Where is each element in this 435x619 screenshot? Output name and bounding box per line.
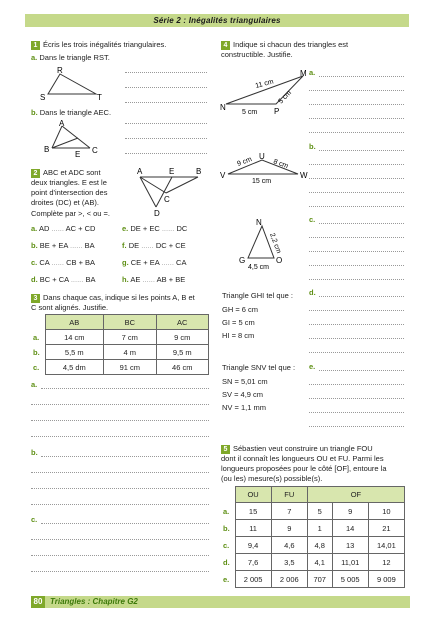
answer-lines-1b[interactable] bbox=[125, 119, 207, 154]
triangle-ngo-figure bbox=[236, 214, 296, 274]
label-v: V bbox=[220, 171, 226, 180]
answer-4a[interactable]: a. bbox=[309, 68, 404, 78]
table-row: d. 7,6 3,5 4,1 11,01 12 bbox=[221, 554, 405, 571]
exercise-1-number: 1 bbox=[31, 41, 40, 50]
exercise-2-number: 2 bbox=[31, 169, 40, 178]
label-n: N bbox=[220, 103, 226, 112]
label-vw: 15 cm bbox=[252, 178, 272, 185]
item-b: b. BE + EA ...... BA bbox=[31, 241, 95, 250]
label-w: W bbox=[300, 171, 308, 180]
label-np: 5 cm bbox=[242, 109, 258, 116]
series-banner: Série 2 : Inégalités triangulaires bbox=[25, 14, 409, 27]
triangle-rst bbox=[48, 74, 96, 94]
triangle-ghi-info: Triangle GHI tel que : GH = 6 cm GI = 5 cm HI = 8 cm bbox=[222, 291, 294, 340]
label-e: E bbox=[169, 167, 175, 176]
answer-3b[interactable]: b. bbox=[31, 448, 209, 458]
fou-table: OU FU OF a. 15 7 5 9 10 b. 11 9 1 14 21 c. 9,4 4,6 4,8 13 14,01 d. 7,6 3,5 4,1 11,01 12 e. 2 005 2 006 707 5 005 9 009 bbox=[221, 486, 405, 588]
label-uw: 8 cm bbox=[272, 158, 289, 171]
exercise-5-number: 5 bbox=[221, 445, 230, 454]
label-p: P bbox=[274, 107, 280, 116]
label-no: 2,2 cm bbox=[268, 232, 282, 255]
label-a: A bbox=[59, 119, 65, 128]
answer-lines-1a[interactable] bbox=[125, 67, 207, 103]
label-go: 4,5 cm bbox=[248, 264, 270, 271]
page-number: 80 bbox=[31, 596, 45, 608]
table-row: a. 14 cm 7 cm 9 cm bbox=[31, 330, 209, 345]
item-a: a. AD ...... AC + CD bbox=[31, 224, 96, 233]
table-row: e. 2 005 2 006 707 5 005 9 009 bbox=[221, 571, 405, 588]
item-h: h. AE ...... AB + BE bbox=[122, 275, 186, 284]
exercise-2-text: 2 ABC et ADC sont deux triangles. E est le point d'intersection des droites (DC) et (AB). bbox=[31, 168, 108, 207]
triangle-snv-info: Triangle SNV tel que : SN = 5,01 cm SV = 4,9 cm NV = 1,1 mm bbox=[222, 363, 296, 412]
label-n: N bbox=[256, 218, 262, 227]
item-d: d. BC + CA ...... BA bbox=[31, 275, 96, 284]
label-o: O bbox=[276, 256, 283, 265]
triangle-vuw-figure bbox=[218, 150, 310, 190]
table-row: b. 11 9 1 14 21 bbox=[221, 520, 405, 537]
table-row: a. 15 7 5 9 10 bbox=[221, 503, 405, 520]
exercise-3-text: 3 Dans chaque cas, indique si les points A, B et C sont alignés. Justifie. bbox=[31, 293, 195, 312]
triangle-npm-figure bbox=[218, 66, 310, 118]
label-pm: 5 cm bbox=[277, 89, 293, 106]
answer-4d[interactable]: d. bbox=[309, 288, 404, 298]
exercise-1-a: a. Dans le triangle RST. bbox=[31, 53, 110, 62]
answer-4b[interactable]: b. bbox=[309, 142, 404, 152]
exercise-5-text: 5 Sébastien veut construire un triangle FOU dont il connaît les longueurs OU et FU. Parmi les longueurs proposées pour le côté [OF], entoure la (ou les) mesure(s) possible(s). bbox=[221, 444, 387, 483]
table-row: c. 9,4 4,6 4,8 13 14,01 bbox=[221, 537, 405, 554]
label-a: A bbox=[137, 167, 143, 176]
label-t: T bbox=[97, 93, 102, 102]
label-s: S bbox=[40, 93, 46, 102]
table-row: c. 4,5 dm 91 cm 46 cm bbox=[31, 360, 209, 375]
answer-4c[interactable]: c. bbox=[309, 215, 404, 225]
label-c: C bbox=[92, 146, 98, 155]
label-c: C bbox=[164, 195, 170, 204]
triangle-rst-figure bbox=[40, 64, 110, 106]
item-f: f. DE ...... DC + CE bbox=[122, 241, 186, 250]
exercise-1-title: Écris les trois inégalités triangulaires. bbox=[43, 40, 167, 49]
footer-title: Triangles : Chapitre G2 bbox=[50, 597, 138, 606]
label-vu: 9 cm bbox=[236, 156, 253, 168]
item-c: c. CA ...... CB + BA bbox=[31, 258, 96, 267]
label-d: D bbox=[154, 209, 160, 217]
item-g: g. CE + EA ...... CA bbox=[122, 258, 187, 267]
exercise-1-instruction bbox=[31, 40, 211, 50]
figure-abcde bbox=[128, 165, 210, 217]
label-b: B bbox=[44, 145, 50, 154]
exercise-4-text: 4 Indique si chacun des triangles est constructible. Justifie. bbox=[221, 40, 349, 59]
label-e: E bbox=[75, 150, 81, 159]
label-u: U bbox=[259, 152, 265, 161]
label-r: R bbox=[57, 66, 63, 75]
exercise-1-b: b. Dans le triangle AEC. bbox=[31, 108, 112, 117]
alignment-table: AB BC AC a. 14 cm 7 cm 9 cm b. 5,5 m 4 m 9,5 m c. 4,5 dm 91 cm 46 cm bbox=[31, 314, 209, 375]
answer-3a[interactable]: a. bbox=[31, 380, 209, 390]
answer-3c[interactable]: c. bbox=[31, 515, 209, 525]
label-g: G bbox=[239, 256, 246, 265]
table-row: b. 5,5 m 4 m 9,5 m bbox=[31, 345, 209, 360]
answer-4e[interactable]: e. bbox=[309, 362, 404, 372]
exercise-4-number: 4 bbox=[221, 41, 230, 50]
label-b: B bbox=[196, 167, 202, 176]
triangle-ngo bbox=[248, 226, 274, 258]
triangle-aec-figure bbox=[40, 118, 110, 160]
exercise-3-number: 3 bbox=[31, 294, 40, 303]
exercise-2-complete: Complète par >, < ou =. bbox=[31, 209, 111, 218]
item-e: e. DE + EC ...... DC bbox=[122, 224, 188, 233]
label-m: M bbox=[300, 69, 307, 78]
label-nm: 11 cm bbox=[254, 78, 275, 90]
